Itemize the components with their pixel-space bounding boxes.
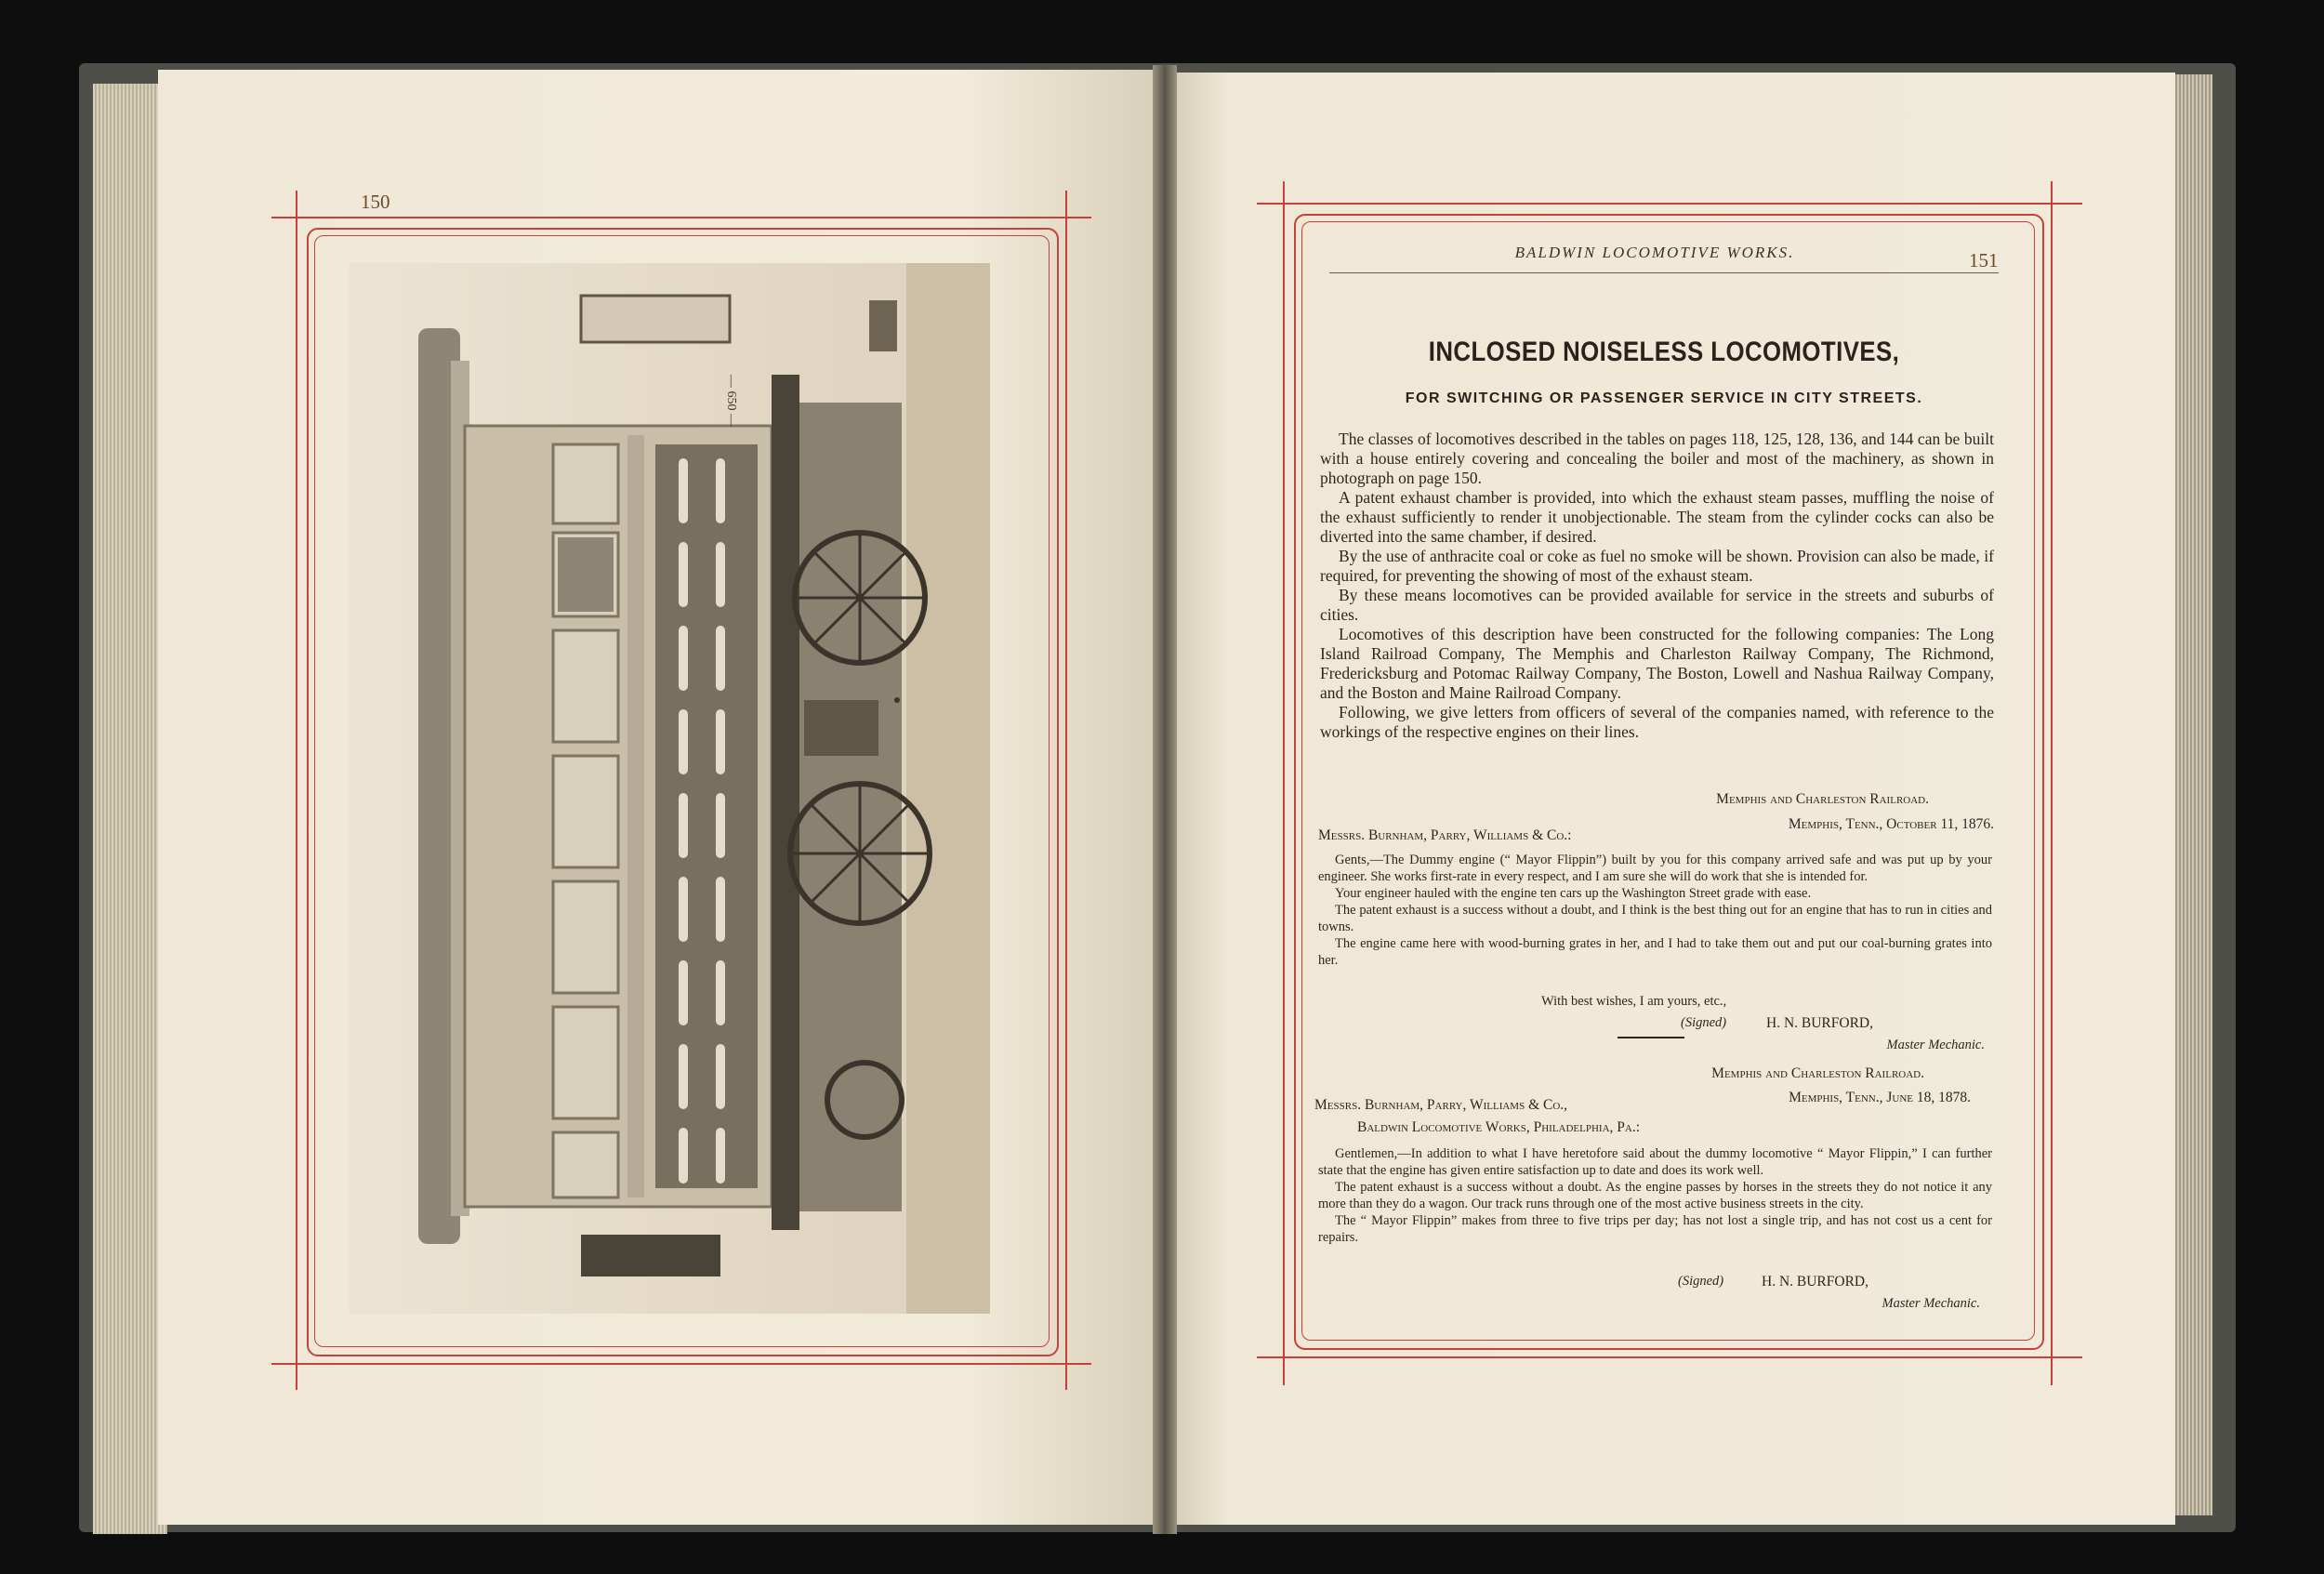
letter1-addressee: Messrs. Burnham, Parry, Williams & Co.: — [1318, 827, 1572, 843]
right-page-number: 151 — [1969, 249, 1999, 271]
paragraph: The engine came here with wood-burning grates in her, and I had to take them out and put our coal-burning grates into her. — [1318, 936, 1992, 968]
locomotive-photograph — [349, 263, 990, 1314]
paragraph: A patent exhaust chamber is provided, into which the exhaust steam passes, muffling the noise of the exhaust sufficiently to render it unobjectionable. The steam from the cylinder cocks can also be diverted into the same chamber, if desired. — [1320, 488, 1994, 546]
left-right-rule — [1065, 191, 1067, 1390]
paragraph: By these means locomotives can be provided available for service in the streets and suburbs of cities. — [1320, 586, 1994, 624]
header-rule — [1329, 272, 1999, 273]
corner-ornament — [284, 205, 310, 231]
corner-ornament — [284, 1351, 310, 1377]
paragraph: The patent exhaust is a success without a doubt. As the engine passes by horses in the streets they do not notice it any more than they do a wagon. Our track runs through one of the most active business streets in the city. — [1318, 1180, 1992, 1211]
letter2-date: Memphis, Tenn., June 18, 1878. — [1789, 1090, 1971, 1105]
paragraph: By the use of anthracite coal or coke as fuel no smoke will be shown. Provision can also be made, if required, for preventing the showing of most of the exhaust steam. — [1320, 547, 1994, 585]
left-bottom-rule — [271, 1363, 1091, 1365]
page-subtitle: FOR SWITCHING OR PASSENGER SERVICE IN CITY STREETS. — [1405, 390, 1923, 406]
right-right-rule — [2051, 181, 2053, 1385]
book-gutter — [1153, 65, 1177, 1534]
dummy-locomotive-image — [349, 263, 990, 1314]
letter2-name: H. N. BURFORD, — [1762, 1274, 1868, 1290]
letter1-title: Master Mechanic. — [1886, 1038, 1985, 1052]
corner-ornament — [1053, 1351, 1079, 1377]
flourish — [1618, 1037, 1684, 1038]
paragraph: The patent exhaust is a success without a doubt, and I think is the best thing out for an engine that has to run in cities and towns. — [1318, 903, 1992, 934]
left-left-rule — [296, 191, 297, 1390]
paragraph: Following, we give letters from officers of several of the companies named, with reference to the workings of the respective engines on their lines. — [1320, 703, 1994, 741]
photo-plate-label: — 650 — — [724, 375, 738, 427]
corner-ornament — [1053, 205, 1079, 231]
paragraph: Your engineer hauled with the engine ten cars up the Washington Street grade with ease. — [1335, 886, 1812, 901]
letter1-date: Memphis, Tenn., October 11, 1876. — [1788, 816, 1994, 832]
letter1-signed: (Signed) — [1681, 1015, 1727, 1030]
intro-text — [1320, 430, 1994, 742]
letter1-body — [1318, 852, 1992, 969]
letter1-org: Memphis and Charleston Railroad. — [1716, 791, 1929, 807]
paragraph: Locomotives of this description have been constructed for the following companies: The Long Island Railroad Company, The Memphis and Charleston Railway Company, The Richmond, Fredericksburg and Potomac Railway Company, The Boston, Lowell and Nashua Railway Company, and the Boston and Maine Railroad Company. — [1320, 625, 1994, 702]
paragraph: The classes of locomotives described in the tables on pages 118, 125, 128, 136, and 144 can be built with a house entirely covering and concealing the boiler and most of the machinery, as shown in photograph on page 150. — [1320, 430, 1994, 487]
page-edges-left — [93, 84, 167, 1534]
letter2-body — [1318, 1145, 1992, 1246]
corner-ornament — [2039, 191, 2065, 217]
paragraph: Gentlemen,—In addition to what I have heretofore said about the dummy locomotive “ Mayor Flippin,” I can further state that the engine has given entire satisfaction up to date and does its work well. — [1318, 1146, 1992, 1178]
letter2-addressee: Messrs. Burnham, Parry, Williams & Co., — [1314, 1097, 1568, 1113]
corner-ornament — [2039, 1344, 2065, 1370]
paragraph: Gents,—The Dummy engine (“ Mayor Flippin”) built by you for this company arrived safe and was put up by your engineer. She works first-rate in every respect, and I am sure she will do work that she is intended for. — [1318, 853, 1992, 884]
left-top-rule — [271, 217, 1091, 218]
letter2-addressee-line2: Baldwin Locomotive Works, Philadelphia, Pa.: — [1357, 1119, 1641, 1135]
letter1-closing: With best wishes, I am yours, etc., — [1541, 994, 1727, 1009]
page-title: INCLOSED NOISELESS LOCOMOTIVES, — [1428, 337, 1900, 367]
letter2-title: Master Mechanic. — [1882, 1296, 1980, 1311]
right-top-rule — [1257, 203, 2082, 205]
letter2-org: Memphis and Charleston Railroad. — [1711, 1065, 1924, 1081]
left-page-number: 150 — [361, 191, 390, 213]
corner-ornament — [1271, 1344, 1297, 1370]
running-head: BALDWIN LOCOMOTIVE WORKS. — [1514, 244, 1795, 261]
paragraph: The “ Mayor Flippin” makes from three to five trips per day; has not lost a single trip, and has not cost us a cent for repairs. — [1318, 1213, 1992, 1245]
right-left-rule — [1283, 181, 1285, 1385]
right-bottom-rule — [1257, 1356, 2082, 1358]
corner-ornament — [1271, 191, 1297, 217]
letter1-name: H. N. BURFORD, — [1766, 1015, 1873, 1031]
letter2-signed: (Signed) — [1678, 1274, 1724, 1289]
